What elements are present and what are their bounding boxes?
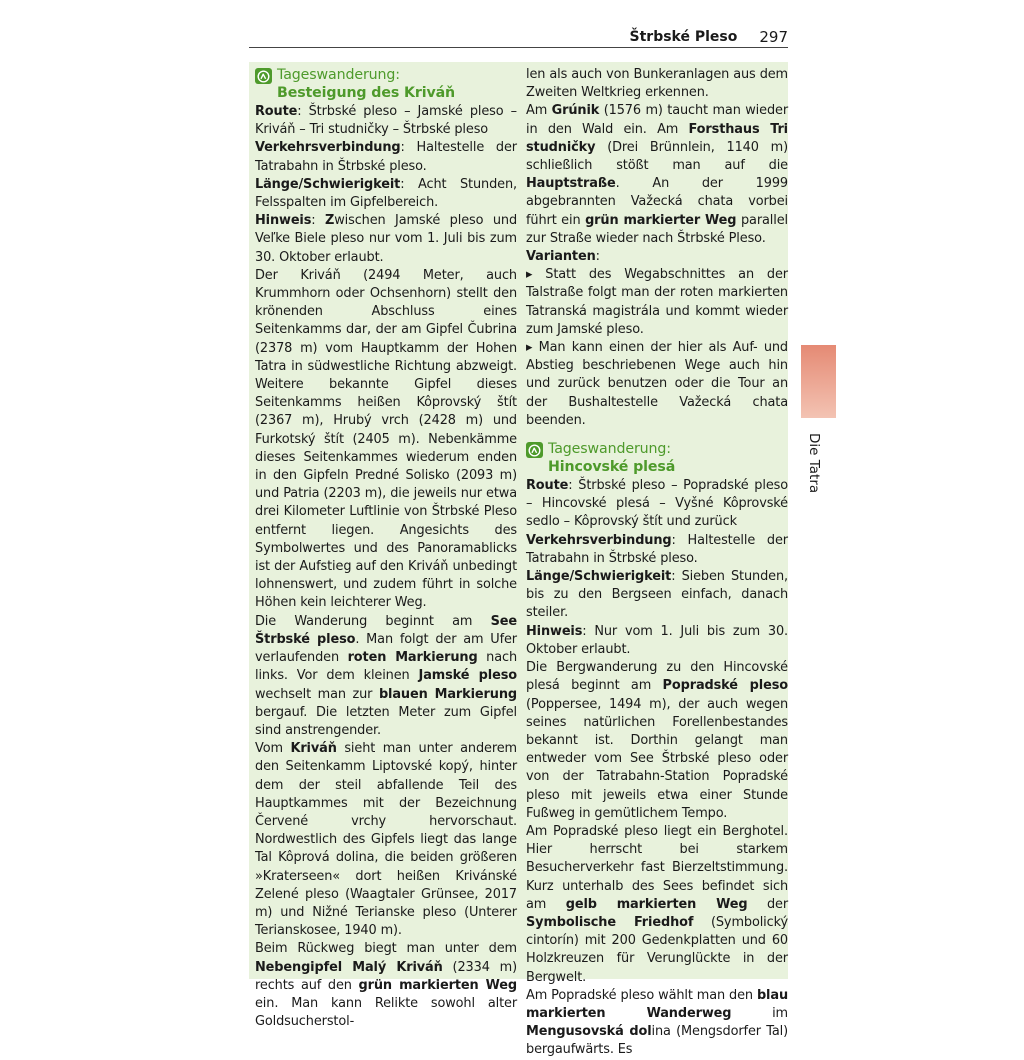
paragraph — [255, 176, 517, 212]
text: . An der 1999 abgebrannten Važecká chata vorbei führt ein — [526, 176, 788, 228]
text: (1576 m) taucht man wieder in den Wald ein. Am — [526, 103, 788, 137]
bold-text: Verkehrsverbindung — [526, 532, 672, 548]
page-number: 297 — [759, 28, 788, 46]
bold-text: Jamské pleso — [418, 668, 517, 684]
hike-heading-title: Besteigung des Kriváň — [277, 85, 456, 101]
paragraph — [526, 987, 788, 1060]
paragraph — [526, 623, 788, 659]
text: Am — [526, 103, 552, 119]
text: Der Kriváň (2494 Meter, auch Krummhorn oder Ochsenhorn) stellt den krönenden Abschluss eines Seitenkamms dar, der am Gipfel Čubrina (2378 m) vom Hauptkamm der Hohen Tatra in südwestliche Richtung abzweigt. Weitere bekannte Gipfel dieses Seitenkamms heißen Kôprovský štít (2367 m), Hrubý vrch (2428 m) und Furkotský štít (2405 m). Nebenkämme dieses Seitenkammes wiederum enden in den Gipfeln Predné Solisko (2093 m) und Patria (2203 m), die jeweils nur etwa drei Kilometer Luftlinie von Štrbské Pleso entfernt liegen. Angesichts des Symbolwertes und des Panoramablicks ist der Aufstieg auf den Kriváň unbedingt lohnenswert, und zudem führt in solche Höhen kein leichterer Weg. — [255, 267, 517, 611]
text: : — [595, 249, 600, 265]
text: len als auch von Bunkeranlagen aus dem Zweiten Weltkrieg erkennen. — [526, 67, 788, 101]
text: Beim Rückweg biegt man unter dem — [255, 941, 517, 957]
text: (Drei Brünnlein, 1140 m) schließlich stößt man auf die — [526, 139, 788, 174]
bold-text: Verkehrsverbindung — [255, 140, 401, 156]
text: sieht man unter anderem den Seitenkamm Liptovské kopý, hinter dem der steil abfallende Teil des Hauptkammes mit der Bezeichnung Červené vrchy hervorschaut. Nordwestlich des Gipfels liegt das lange Tal Kôprová dolina, die beiden größeren »Kraterseen« dort heißen Krivánské Zelené pleso (Waagtaler Grünsee, 2017 m) und Nižné Terianske pleso (Unterer Terianskosee, 1940 m). — [255, 741, 517, 939]
text: : Nur vom 1. Juli bis zum 30. Oktober erlaubt. — [526, 623, 788, 657]
paragraph — [526, 477, 788, 532]
paragraph — [526, 266, 788, 339]
bold-text: See Štrbské pleso — [255, 613, 517, 647]
bold-text: roten Markierung — [347, 650, 478, 666]
paragraph — [255, 740, 517, 940]
text: Die Bergwanderung zu den Hincovské plesá beginnt am — [526, 660, 788, 694]
paragraph — [526, 568, 788, 623]
bold-text: Forsthaus Tri studničky — [526, 121, 788, 155]
text: Am Popradské pleso liegt ein Berghotel. Hier herrscht bei starkem Besucherverkehr fast Bierzeltstimmung. Kurz unterhalb des Sees befindet sich am — [526, 823, 788, 912]
paragraph — [255, 139, 517, 175]
hiking-icon — [255, 68, 272, 84]
text: : Štrbské pleso – Jamské pleso – Kriváň – Tri studničky – Štrbské pleso — [255, 104, 517, 138]
hike-heading — [526, 440, 788, 476]
bold-text: Z — [324, 213, 335, 229]
bold-text: Länge/Schwierigkeit — [255, 176, 401, 192]
paragraph — [526, 339, 788, 430]
hike-heading-label: Tageswanderung: — [277, 67, 400, 83]
text: wechselt man zur — [255, 686, 379, 702]
text: : — [311, 213, 325, 229]
text: ina (Mengsdorfer Tal) bergaufwärts. Es — [526, 1024, 788, 1058]
text: : Haltestelle der Tatrabahn in Štrbské pleso. — [255, 140, 517, 174]
text: nach links. Vor dem kleinen — [255, 650, 517, 684]
paragraph — [255, 212, 517, 267]
bold-text: Hinweis — [255, 213, 312, 229]
section-spacer — [526, 430, 788, 440]
bold-text: grün markierten Weg — [358, 977, 517, 993]
bold-text: Varianten — [526, 249, 596, 265]
bold-text: Hauptstraße — [526, 176, 616, 192]
bold-text: Mengusovská dol — [526, 1024, 652, 1040]
paragraph — [526, 102, 788, 248]
text: parallel zur Straße wieder nach Štrbské Pleso. — [526, 212, 788, 246]
text: : Acht Stunden, Felsspalten im Gipfelbereich. — [255, 176, 517, 211]
text: ein. Man kann Relikte sowohl alter Goldsucherstol- — [255, 995, 517, 1030]
paragraph — [526, 66, 788, 102]
paragraph — [526, 248, 788, 266]
text: : Štrbské pleso – Popradské pleso – Hincovské plesá – Vyšné Kôprovské sedlo – Kôprovský štít und zurück — [526, 478, 788, 530]
bold-text: grün markierter Weg — [585, 212, 737, 228]
bold-text: Länge/Schwierigkeit — [526, 569, 672, 585]
text: bergauf. Die letzten Meter zum Gipfel sind anstrengender. — [255, 704, 517, 738]
hike-heading-label: Tageswanderung: — [548, 441, 671, 458]
text: (2334 m) rechts auf den — [255, 959, 517, 993]
text: im — [731, 1005, 788, 1021]
text: Vom — [255, 741, 291, 757]
paragraph — [255, 267, 517, 613]
text: . Man folgt der am Ufer verlaufenden — [255, 631, 517, 666]
running-head-title: Štrbské Pleso — [629, 29, 738, 45]
bold-text: Nebengipfel Malý Kriváň — [255, 959, 443, 975]
chapter-label: Die Tatra — [806, 433, 822, 494]
bold-text: blauen Markierung — [378, 686, 517, 702]
bold-text: Route — [526, 478, 569, 494]
paragraph — [526, 823, 788, 987]
text: Die Wanderung beginnt am — [255, 613, 491, 629]
bold-text: Popradské pleso — [662, 678, 789, 694]
text: (Symbolický cintorín) mit 200 Gedenkplatten und 60 Holzkreuzen für Verunglückte in der Bergwelt. — [526, 914, 788, 985]
bold-text: Grúnik — [551, 103, 600, 119]
text: (Poppersee, 1494 m), der auch wegen seines natürlichen Forellenbestandes bekannt ist. Dorthin gelangt man entweder vom See Štrbské pleso oder von der Tatrabahn-Station Popradské pleso mit jeweils etwa einer Stunde Fußweg in gemütlichem Tempo. — [526, 696, 788, 821]
hike-heading — [255, 66, 517, 102]
chapter-tab — [801, 345, 836, 418]
text: Am Popradské pleso wählt man den — [526, 987, 757, 1003]
left-column — [255, 66, 517, 1031]
text: ▸ Man kann einen der hier als Auf- und Abstieg beschriebenen Wege auch hin und zurück benutzen oder die Tour an der Bushaltestelle Važecká chata beenden. — [526, 340, 788, 428]
bold-text: Kriváň — [290, 741, 337, 757]
right-column — [526, 66, 788, 1060]
paragraph — [255, 613, 517, 740]
hike-heading-title: Hincovské plesá — [548, 459, 676, 476]
paragraph — [255, 103, 517, 139]
paragraph — [255, 940, 517, 1031]
text: ▸ Statt des Wegabschnittes an der Talstraße folgt man der roten markierten Tatranská magistrála und kommt wieder zum Jamské pleso. — [526, 267, 788, 337]
bold-text: Symbolische Friedhof — [526, 914, 694, 930]
text: : Sieben Stunden, bis zu den Bergseen einfach, danach steiler. — [526, 569, 788, 621]
bold-text: gelb markierten Weg — [565, 896, 748, 912]
text: : Haltestelle der Tatrabahn in Štrbské pleso. — [526, 532, 788, 566]
running-head — [249, 28, 788, 48]
text: der — [747, 896, 788, 912]
bold-text: blau markierten Wanderweg — [526, 987, 788, 1021]
paragraph — [526, 532, 788, 568]
bold-text: Route — [255, 104, 298, 119]
hiking-icon — [526, 442, 543, 458]
bold-text: Hinweis — [526, 623, 583, 639]
paragraph — [526, 659, 788, 823]
text: wischen Jamské pleso und Veľke Biele pleso nur vom 1. Juli bis zum 30. Oktober erlaubt. — [255, 213, 518, 265]
